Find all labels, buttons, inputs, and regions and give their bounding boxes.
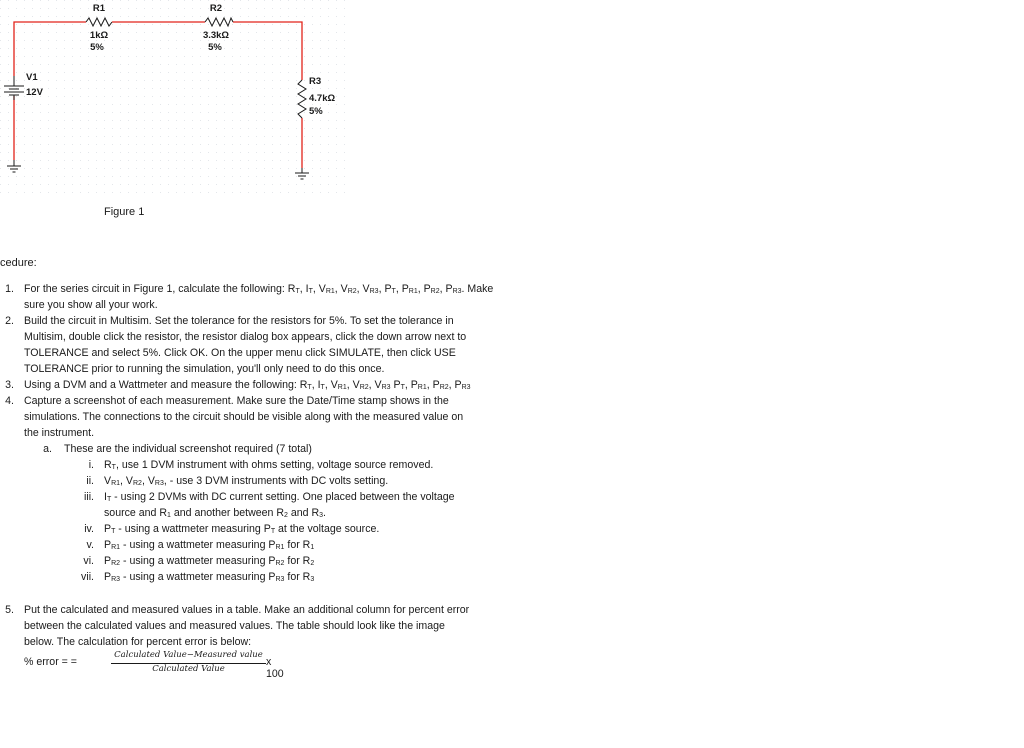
step-3-number: 3. (5, 379, 14, 391)
r1-value: 1kΩ (89, 30, 109, 41)
step-2-line-4: TOLERANCE prior to running the simulation, you'll only need to do this once. (24, 363, 385, 375)
step-1-number: 1. (5, 283, 14, 295)
item-vii-text: $P_{R3}$ - using a wattmeter measuring $P_{R3}$ for $R_3$ (104, 571, 315, 583)
formula-rhs: x 100 (266, 656, 284, 680)
item-ii-number: ii. (86, 475, 94, 487)
v1-label: V1 (26, 72, 38, 83)
step-5-line-2: between the calculated values and measured values. The table should look like the image (24, 620, 445, 632)
item-iii-text: $I_T$ - using 2 DVMs with DC current setting. One placed between the voltage (104, 491, 455, 503)
step-2-line-3: TOLERANCE and select 5%. Click OK. On the upper menu click SIMULATE, then click USE (24, 347, 456, 359)
r2-label: R2 (209, 3, 223, 14)
item-vi-number: vi. (83, 555, 94, 567)
step-4-number: 4. (5, 395, 14, 407)
item-v-text: $P_{R1}$ - using a wattmeter measuring $P_{R1}$ for $R_1$ (104, 539, 315, 551)
item-v-desc: - using a wattmeter measuring P (120, 539, 276, 551)
item-ii-text: $V_{R1}$, $V_{R2}$, $V_{R3}$, - use 3 DVM instruments with DC volts setting. (104, 475, 389, 487)
r1-label: R1 (92, 3, 106, 14)
item-iii-line-2: source and $R_1$ and another between $R_2$ and $R_3$. (104, 507, 326, 519)
step-1-line-2: sure you show all your work. (24, 299, 158, 311)
r3-label: R3 (309, 76, 322, 87)
r3-tolerance: 5% (309, 106, 323, 117)
step-4a-text: These are the individual screenshot required (7 total) (64, 443, 312, 455)
step-3-intro: Using a DVM and a Wattmeter and measure the following: (24, 379, 300, 391)
step-1-line-1 (24, 281, 493, 297)
item-ii-desc: , - use 3 DVM instruments with DC volts setting. (163, 475, 389, 487)
step-3-quantities: $R_T$, $I_T$, $V_{R1}$, $V_{R2}$, $V_{R3}$ $P_T$, $P_{R1}$, $P_{R2}$, $P_{R3}$ (299, 379, 471, 391)
step-4-line-3: the instrument. (24, 427, 95, 439)
item-iii-desc: - using 2 DVMs with DC current setting. One placed between the voltage (111, 491, 455, 503)
step-1-intro: For the series circuit in Figure 1, calculate the following: (24, 283, 288, 295)
step-2-number: 2. (5, 315, 14, 327)
step-4a-number: a. (43, 443, 52, 455)
formula-numerator: Calculated Value−Measured value (114, 650, 263, 660)
r2-tolerance: 5% (208, 42, 222, 53)
item-iv-end: at the voltage source. (275, 523, 380, 535)
item-vii-number: vii. (81, 571, 94, 583)
item-iv-text: $P_T$ - using a wattmeter measuring $P_T$ at the voltage source. (104, 523, 380, 535)
procedure-heading: cedure: (0, 257, 37, 269)
item-vii-desc: - using a wattmeter measuring P (120, 571, 276, 583)
step-2-line-2: Multisim, double click the resistor, the resistor dialog box appears, click the down arrow next to (24, 331, 467, 343)
percent-error-formula (24, 650, 284, 678)
step-5-line-3: below. The calculation for percent error is below: (24, 636, 252, 648)
v1-value: 12V (26, 87, 43, 98)
step-4-line-2: simulations. The connections to the circuit should be visible along with the measured value on (24, 411, 464, 423)
item-i-number: i. (88, 459, 94, 471)
r3-value: 4.7kΩ (309, 93, 336, 104)
item-vi-for: for R (284, 555, 311, 567)
item-iii-number: iii. (83, 491, 94, 503)
step-5-line-1: Put the calculated and measured values in a table. Make an additional column for percent error (24, 604, 470, 616)
r2-value: 3.3kΩ (202, 30, 230, 41)
item-vii-for: for R (284, 571, 311, 583)
item-v-number: v. (86, 539, 94, 551)
item-vi-desc: - using a wattmeter measuring P (120, 555, 276, 567)
grid-background (0, 0, 345, 195)
item-i-desc: , use 1 DVM instrument with ohms setting, voltage source removed. (115, 459, 434, 471)
formula-denominator: Calculated Value (152, 664, 225, 674)
step-4-line-1: Capture a screenshot of each measurement. Make sure the Date/Time stamp shows in the (24, 395, 449, 407)
item-iii-l2-d: . (323, 507, 326, 519)
item-vi-text: $P_{R2}$ - using a wattmeter measuring $P_{R2}$ for $R_2$ (104, 555, 315, 567)
formula-lhs: % error = = (24, 656, 77, 668)
step-5-number: 5. (5, 604, 14, 616)
item-iii-l2-b: and another between R (170, 507, 285, 519)
step-2-line-1: Build the circuit in Multisim. Set the tolerance for the resistors for 5%. To set the tolerance in (24, 315, 454, 327)
item-i-text: $R_T$, use 1 DVM instrument with ohms setting, voltage source removed. (104, 459, 434, 471)
figure-caption: Figure 1 (104, 206, 145, 218)
r1-tolerance: 5% (90, 42, 104, 53)
step-3-line-1 (24, 377, 471, 393)
circuit-schematic (0, 0, 345, 195)
item-iii-l2-a: source and R (104, 507, 168, 519)
item-v-for: for R (284, 539, 311, 551)
item-iii-l2-c: and R (287, 507, 320, 519)
item-iv-desc: - using a wattmeter measuring P (115, 523, 271, 535)
step-1-quantities: $R_T$, $I_T$, $V_{R1}$, $V_{R2}$, $V_{R3}$, $P_T$, $P_{R1}$, $P_{R2}$, $P_{R3}$. Make (287, 283, 494, 295)
item-iv-number: iv. (84, 523, 94, 535)
